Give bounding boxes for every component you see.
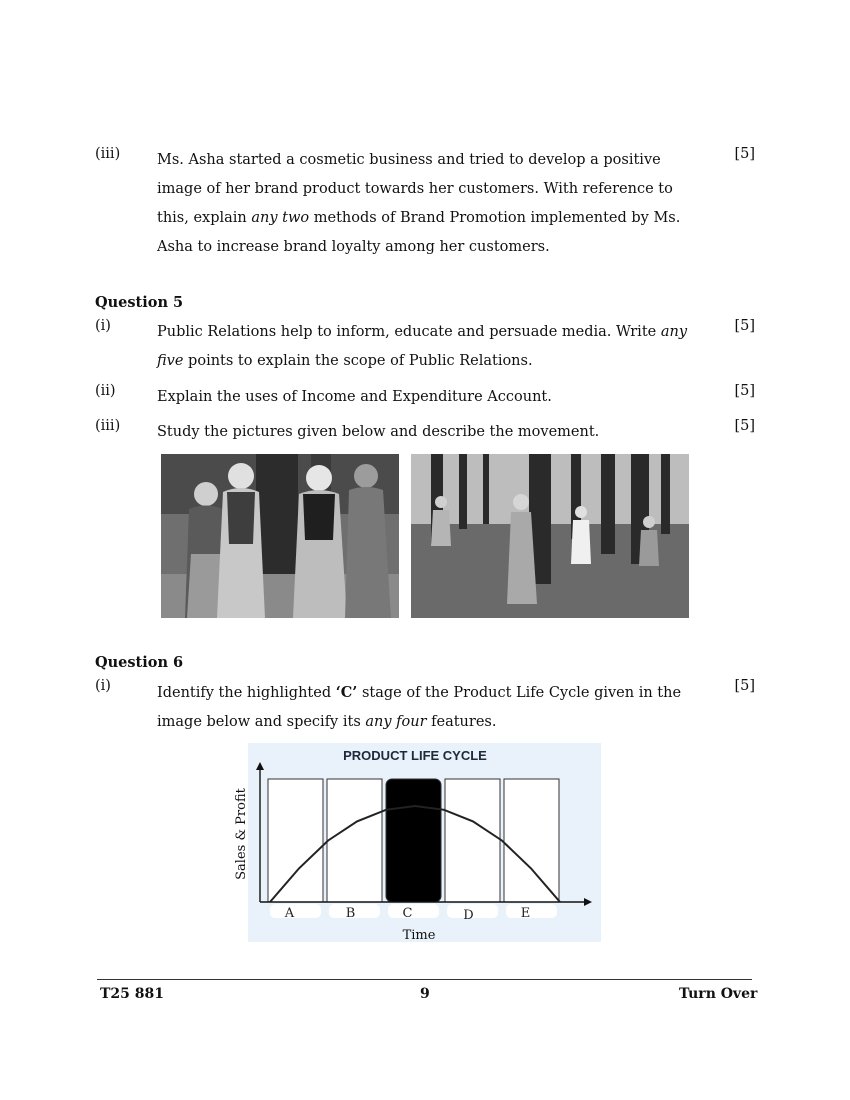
paper-code: T25 881 bbox=[100, 986, 164, 1002]
movement-photo-tree-hugging bbox=[411, 454, 689, 618]
stage-label-bg-c bbox=[388, 904, 439, 918]
part-text: Public Relations help to inform, educate and persuade media. Write any five points to explain the scope of Public Relations. bbox=[157, 324, 688, 369]
part-text: Ms. Asha started a cosmetic business and tried to develop a positive image of her brand product towards her customers. With reference to this, explain any two methods of Brand Promotion implemented by Ms. Asha to increase brand loyalty among her customers. bbox=[157, 152, 681, 255]
question-5-heading: Question 5 bbox=[95, 294, 184, 311]
stage-e bbox=[504, 779, 559, 902]
chart-title: PRODUCT LIFE CYCLE bbox=[343, 748, 487, 763]
stage-label-d: D bbox=[463, 908, 474, 923]
stage-label-a: A bbox=[284, 906, 295, 921]
stage-label-b: B bbox=[345, 906, 356, 921]
part-number: (iii) bbox=[95, 418, 121, 434]
stage-label-bg-e bbox=[506, 904, 557, 918]
stage-d bbox=[445, 779, 500, 902]
marks: [5] bbox=[734, 678, 755, 694]
chart-svg bbox=[234, 743, 601, 943]
x-axis-label: Time bbox=[402, 928, 436, 943]
stage-c bbox=[386, 779, 441, 902]
question-6-heading: Question 6 bbox=[95, 654, 184, 671]
photo-illustration bbox=[161, 454, 399, 618]
marks: [5] bbox=[734, 383, 755, 399]
part-number: (i) bbox=[95, 678, 111, 694]
footer-rule bbox=[97, 979, 752, 980]
part-number: (ii) bbox=[95, 383, 116, 399]
marks: [5] bbox=[734, 146, 755, 162]
part-number: (iii) bbox=[95, 146, 121, 162]
marks: [5] bbox=[734, 318, 755, 334]
page-number: 9 bbox=[420, 986, 430, 1002]
part-text: Explain the uses of Income and Expenditure Account. bbox=[157, 389, 552, 405]
photo-illustration bbox=[411, 454, 689, 618]
stage-label-c: C bbox=[402, 906, 413, 921]
part-text: Identify the highlighted ‘C’ stage of the Product Life Cycle given in the image below and specify its any four features. bbox=[157, 684, 682, 730]
product-life-cycle-chart bbox=[234, 743, 601, 943]
stage-a bbox=[268, 779, 323, 902]
part-text: Study the pictures given below and describe the movement. bbox=[157, 424, 600, 440]
turn-over: Turn Over bbox=[679, 986, 758, 1002]
part-number: (i) bbox=[95, 318, 111, 334]
marks: [5] bbox=[734, 418, 755, 434]
stage-label-e: E bbox=[520, 906, 531, 921]
stage-label-bg-a bbox=[270, 904, 321, 918]
y-axis-label: Sales & Profit bbox=[234, 788, 249, 880]
stage-b bbox=[327, 779, 382, 902]
movement-photo-women-group bbox=[161, 454, 399, 618]
